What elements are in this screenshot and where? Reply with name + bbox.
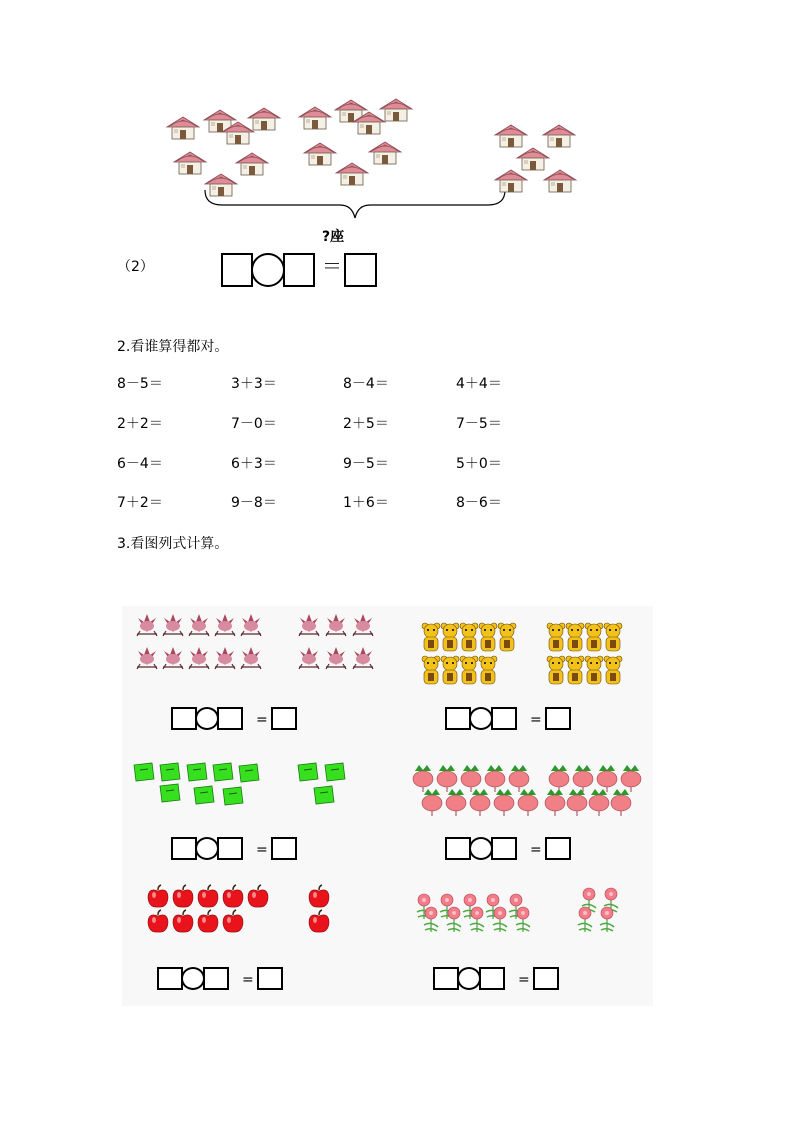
answer-box[interactable] — [283, 253, 315, 287]
house-icon — [493, 168, 529, 194]
flower-icon — [350, 645, 376, 669]
operator-circle[interactable] — [457, 967, 481, 990]
bear-icon — [440, 655, 460, 685]
bear-icon — [603, 655, 623, 685]
bear-icon — [459, 622, 479, 652]
apple-icon — [196, 910, 220, 934]
flower-icon — [323, 645, 349, 669]
arithmetic-problem: 6－4＝ — [117, 456, 163, 472]
book-icon — [132, 762, 156, 782]
operator-circle[interactable] — [195, 707, 219, 730]
radish-icon — [609, 789, 633, 817]
flower-icon — [186, 612, 212, 636]
flower-icon — [212, 612, 238, 636]
radish-icon — [492, 789, 516, 817]
equals-sign: = — [530, 712, 542, 728]
bear-icon — [603, 622, 623, 652]
arithmetic-problem: 5＋0＝ — [456, 456, 502, 472]
apple-icon — [171, 885, 195, 909]
flower-icon — [323, 612, 349, 636]
answer-box[interactable] — [157, 967, 183, 990]
book-icon — [211, 762, 235, 782]
radish-icon — [516, 789, 540, 817]
book-icon — [221, 786, 245, 806]
answer-box[interactable] — [171, 707, 197, 730]
part-label: （2） — [117, 259, 154, 275]
answer-box[interactable] — [257, 967, 283, 990]
arithmetic-problem: 3＋3＝ — [231, 376, 277, 392]
bear-icon — [565, 655, 585, 685]
bear-icon — [584, 622, 604, 652]
flower-icon — [238, 645, 264, 669]
book-icon — [237, 763, 261, 783]
peach-flower-icon — [420, 905, 442, 933]
radish-icon — [587, 789, 611, 817]
arithmetic-problem: 6＋3＝ — [231, 456, 277, 472]
answer-box[interactable] — [545, 707, 571, 730]
apple-icon — [146, 885, 170, 909]
answer-box[interactable] — [217, 707, 243, 730]
apple-icon — [196, 885, 220, 909]
apple-icon — [171, 910, 195, 934]
unknown-count-label: ?座 — [322, 229, 345, 245]
flower-icon — [134, 612, 160, 636]
arithmetic-problem: 8－4＝ — [343, 376, 389, 392]
flower-icon — [238, 612, 264, 636]
house-icon — [302, 141, 338, 167]
answer-box[interactable] — [479, 967, 505, 990]
peach-flower-icon — [574, 905, 596, 933]
arithmetic-problem: 2＋5＝ — [343, 416, 389, 432]
peach-flower-icon — [466, 905, 488, 933]
apple-icon — [307, 885, 331, 909]
answer-box[interactable] — [433, 967, 459, 990]
book-icon — [185, 762, 209, 782]
bear-icon — [459, 655, 479, 685]
apple-icon — [221, 885, 245, 909]
bear-icon — [478, 622, 498, 652]
answer-box[interactable] — [171, 837, 197, 860]
equals-sign: = — [518, 972, 530, 988]
house-icon — [246, 106, 282, 132]
bear-icon — [497, 622, 517, 652]
bear-icon — [565, 622, 585, 652]
answer-box[interactable] — [221, 253, 253, 287]
peach-flower-icon — [596, 905, 618, 933]
bear-icon — [440, 622, 460, 652]
equals-sign: = — [530, 842, 542, 858]
arithmetic-problem: 7＋2＝ — [117, 495, 163, 511]
section-2-heading: 2.看谁算得都对。 — [117, 339, 229, 355]
operator-circle[interactable] — [469, 707, 493, 730]
apple-icon — [307, 910, 331, 934]
book-icon — [192, 785, 216, 805]
answer-box[interactable] — [445, 837, 471, 860]
apple-icon — [246, 885, 270, 909]
arithmetic-problem: 1＋6＝ — [343, 495, 389, 511]
answer-box[interactable] — [491, 837, 517, 860]
bear-icon — [546, 655, 566, 685]
answer-box[interactable] — [533, 967, 559, 990]
flower-icon — [350, 612, 376, 636]
flower-icon — [212, 645, 238, 669]
bear-icon — [584, 655, 604, 685]
radish-icon — [468, 789, 492, 817]
equals-sign: ＝ — [322, 254, 342, 278]
flower-icon — [186, 645, 212, 669]
peach-flower-icon — [443, 905, 465, 933]
house-icon — [234, 151, 270, 177]
operator-circle[interactable] — [181, 967, 205, 990]
bear-icon — [478, 655, 498, 685]
peach-flower-icon — [489, 905, 511, 933]
book-icon — [158, 783, 182, 803]
answer-box[interactable] — [271, 837, 297, 860]
arithmetic-problem: 9－5＝ — [343, 456, 389, 472]
operator-circle[interactable] — [195, 837, 219, 860]
operator-circle[interactable] — [469, 837, 493, 860]
house-icon — [378, 97, 414, 123]
radish-icon — [565, 789, 589, 817]
peach-flower-icon — [512, 905, 534, 933]
house-icon — [334, 161, 370, 187]
radish-icon — [444, 789, 468, 817]
flower-icon — [134, 645, 160, 669]
arithmetic-problem: 7－0＝ — [231, 416, 277, 432]
arithmetic-problem: 7－5＝ — [456, 416, 502, 432]
answer-box[interactable] — [445, 707, 471, 730]
answer-box[interactable] — [344, 253, 377, 287]
bear-icon — [421, 622, 441, 652]
apple-icon — [221, 910, 245, 934]
book-icon — [323, 762, 347, 782]
equals-sign: = — [256, 842, 268, 858]
arithmetic-problem: 4＋4＝ — [456, 376, 502, 392]
book-icon — [158, 762, 182, 782]
book-icon — [312, 785, 336, 805]
bear-icon — [421, 655, 441, 685]
equals-sign: = — [256, 712, 268, 728]
answer-box[interactable] — [271, 707, 297, 730]
answer-box[interactable] — [217, 837, 243, 860]
flower-icon — [160, 645, 186, 669]
radish-icon — [543, 789, 567, 817]
flower-icon — [160, 612, 186, 636]
section-3-heading: 3.看图列式计算。 — [117, 536, 229, 552]
house-icon — [165, 115, 201, 141]
bear-icon — [546, 622, 566, 652]
answer-box[interactable] — [491, 707, 517, 730]
book-icon — [296, 762, 320, 782]
apple-icon — [146, 910, 170, 934]
operator-circle[interactable] — [251, 253, 285, 287]
arithmetic-problem: 9－8＝ — [231, 495, 277, 511]
arithmetic-problem: 8－5＝ — [117, 376, 163, 392]
house-icon — [367, 140, 403, 166]
radish-icon — [420, 789, 444, 817]
equals-sign: = — [242, 972, 254, 988]
flower-icon — [296, 645, 322, 669]
answer-box[interactable] — [203, 967, 229, 990]
arithmetic-problem: 2＋2＝ — [117, 416, 163, 432]
house-icon — [542, 168, 578, 194]
arithmetic-problem: 8－6＝ — [456, 495, 502, 511]
answer-box[interactable] — [545, 837, 571, 860]
flower-icon — [296, 612, 322, 636]
house-icon — [297, 105, 333, 131]
